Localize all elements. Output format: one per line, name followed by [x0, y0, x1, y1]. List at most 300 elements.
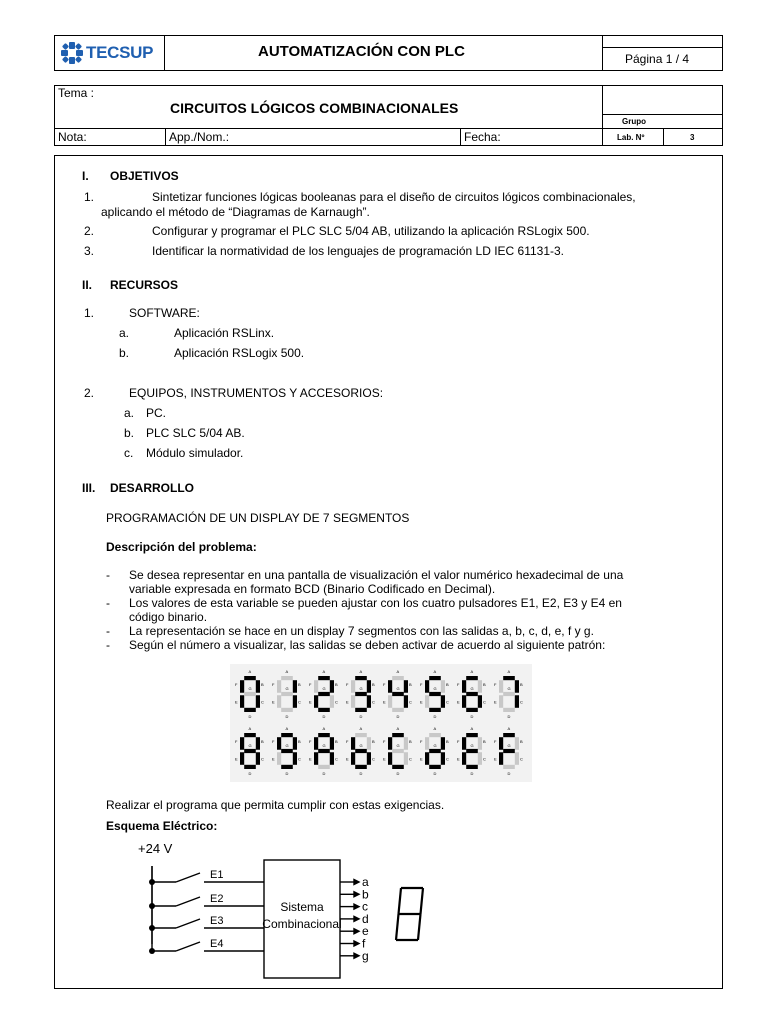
section-number: II. — [82, 278, 93, 292]
segment-f — [314, 680, 318, 693]
segment-b — [256, 680, 260, 693]
logo-text: TECSUP — [86, 43, 154, 62]
segment-tag: B — [372, 739, 375, 745]
segment-tag: E — [420, 699, 423, 705]
box-label-line1: Sistema — [280, 900, 324, 914]
segment-tag: F — [494, 739, 497, 745]
segment-tag: C — [372, 756, 375, 762]
list-number: 3. — [84, 244, 95, 258]
segment-b — [515, 680, 519, 693]
segment-tag: F — [309, 682, 312, 688]
segment-e — [314, 695, 318, 708]
segment-tag: B — [409, 739, 412, 745]
software-heading: SOFTWARE: — [129, 306, 200, 320]
segment-tag: G — [470, 743, 474, 748]
tecsup-logo-icon — [60, 41, 84, 65]
segment-b — [293, 737, 297, 750]
list-number: 1. — [84, 306, 95, 320]
segment-tag: G — [248, 686, 252, 691]
segment-tag: D — [433, 714, 437, 719]
bullet-dash: - — [106, 596, 110, 610]
mini-display-segment — [418, 914, 421, 940]
segment-tag: F — [346, 739, 349, 745]
segment-tag: G — [433, 686, 437, 691]
supply-label: +24 V — [138, 841, 173, 856]
equipos-heading: EQUIPOS, INSTRUMENTOS Y ACCESORIOS: — [129, 386, 384, 400]
segment-tag: E — [309, 699, 312, 705]
segment-tag: A — [396, 726, 400, 731]
segment-c — [404, 695, 408, 708]
segment-b — [367, 680, 371, 693]
segment-tag: E — [309, 756, 312, 762]
segment-tag: C — [335, 699, 338, 705]
bullet-text: código binario. — [129, 610, 208, 624]
segment-d — [466, 765, 478, 769]
segment-tag: E — [235, 699, 238, 705]
segment-tag: F — [383, 682, 386, 688]
bus-node — [149, 903, 155, 909]
tema-title: CIRCUITOS LÓGICOS COMBINACIONALES — [170, 100, 459, 116]
segment-tag: E — [457, 699, 460, 705]
input-label: E3 — [210, 915, 224, 927]
segment-tag: A — [433, 669, 437, 674]
segment-tag: F — [494, 682, 497, 688]
divider — [602, 47, 723, 48]
input-switch-1 — [152, 873, 264, 882]
mini-display-segment — [421, 888, 424, 914]
segment-tag: B — [483, 739, 486, 745]
segment-tag: A — [285, 726, 289, 731]
segment-e — [462, 752, 466, 765]
segment-tag: A — [433, 726, 437, 731]
segment-c — [478, 695, 482, 708]
segment-tag: A — [507, 669, 511, 674]
segment-a — [281, 733, 293, 737]
output-arrow — [354, 929, 359, 934]
segment-a — [392, 676, 404, 680]
segment-tag: F — [457, 739, 460, 745]
segment-tag: G — [322, 743, 326, 748]
segment-d — [355, 708, 367, 712]
segment-a — [392, 733, 404, 737]
segment-tag: D — [359, 714, 363, 719]
segment-d — [429, 708, 441, 712]
segment-c — [404, 752, 408, 765]
list-item: Aplicación RSLogix 500. — [174, 346, 305, 360]
segment-tag: E — [235, 756, 238, 762]
segment-b — [293, 680, 297, 693]
segment-e — [277, 752, 281, 765]
segment-g — [281, 692, 293, 696]
segment-a — [503, 733, 515, 737]
segment-b — [515, 737, 519, 750]
segment-tag: C — [520, 756, 523, 762]
segment-tag: G — [507, 743, 511, 748]
mini-display-segment — [396, 914, 399, 940]
segment-a — [318, 733, 330, 737]
segment-d — [392, 765, 404, 769]
segment-tag: C — [409, 699, 412, 705]
segment-g — [355, 749, 367, 753]
segment-a — [503, 676, 515, 680]
input-switch-2 — [152, 897, 264, 906]
segment-e — [499, 695, 503, 708]
segment-tag: D — [359, 771, 363, 776]
segment-a — [355, 676, 367, 680]
segment-b — [367, 737, 371, 750]
segment-f — [499, 680, 503, 693]
segment-e — [314, 752, 318, 765]
nota-label: Nota: — [58, 130, 87, 144]
segment-tag: B — [520, 739, 523, 745]
section-number: III. — [82, 481, 96, 495]
segment-tag: C — [298, 699, 301, 705]
segment-a — [281, 676, 293, 680]
output-arrow — [354, 904, 359, 909]
output-label: c — [362, 899, 368, 914]
segment-tag: G — [507, 686, 511, 691]
segment-g — [318, 749, 330, 753]
segment-tag: A — [359, 726, 363, 731]
segment-b — [478, 737, 482, 750]
bullet-text: Los valores de esta variable se pueden ajustar con los cuatro pulsadores E1, E2, E3 y E4 en — [129, 596, 622, 610]
bullet-dash: - — [106, 638, 110, 652]
segment-e — [499, 752, 503, 765]
segment-b — [330, 737, 334, 750]
segment-d — [281, 708, 293, 712]
list-item: Aplicación RSLinx. — [174, 326, 275, 340]
section-title: OBJETIVOS — [110, 169, 179, 183]
divider — [460, 128, 461, 146]
list-letter: b. — [119, 346, 130, 360]
segment-c — [441, 752, 445, 765]
segment-d — [503, 708, 515, 712]
segment-tag: B — [298, 739, 301, 745]
segment-tag: D — [470, 771, 474, 776]
list-item-continuation: aplicando el método de “Diagramas de Karnaugh”. — [101, 205, 370, 219]
segment-tag: D — [507, 714, 511, 719]
segment-tag: E — [494, 699, 497, 705]
segment-g — [392, 749, 404, 753]
segment-tag: C — [483, 756, 486, 762]
segment-g — [429, 692, 441, 696]
segment-g — [392, 692, 404, 696]
segment-a — [429, 733, 441, 737]
segment-tag: D — [322, 771, 326, 776]
segment-d — [429, 765, 441, 769]
segment-d — [244, 765, 256, 769]
segment-c — [256, 752, 260, 765]
segment-tag: B — [335, 739, 338, 745]
document-title: AUTOMATIZACIÓN CON PLC — [258, 43, 465, 60]
segment-d — [244, 708, 256, 712]
segment-tag: B — [261, 739, 264, 745]
segment-f — [499, 737, 503, 750]
segment-c — [330, 752, 334, 765]
segment-a — [244, 676, 256, 680]
segment-tag: C — [446, 699, 449, 705]
segment-d — [466, 708, 478, 712]
segment-tag: B — [372, 682, 375, 688]
bullet-text: Se desea representar en una pantalla de visualización el valor numérico hexadecimal de una — [129, 568, 624, 582]
segment-tag: F — [420, 739, 423, 745]
segment-g — [466, 692, 478, 696]
segment-e — [425, 752, 429, 765]
output-label: e — [362, 924, 369, 939]
segment-tag: G — [433, 743, 437, 748]
segment-tag: A — [285, 669, 289, 674]
segment-tag: G — [248, 743, 252, 748]
segment-b — [404, 680, 408, 693]
segment-e — [240, 695, 244, 708]
segment-tag: D — [396, 714, 400, 719]
segment-a — [355, 733, 367, 737]
segment-tag: E — [272, 756, 275, 762]
bus-node — [149, 925, 155, 931]
electrical-diagram — [100, 836, 440, 986]
segment-tag: D — [470, 714, 474, 719]
segment-tag: D — [285, 714, 289, 719]
list-letter: c. — [124, 446, 134, 460]
segment-c — [515, 752, 519, 765]
segment-tag: D — [433, 771, 437, 776]
segment-e — [277, 695, 281, 708]
segment-g — [244, 749, 256, 753]
subsection-title: PROGRAMACIÓN DE UN DISPLAY DE 7 SEGMENTOS — [106, 511, 410, 525]
section-title: RECURSOS — [110, 278, 179, 292]
segment-tag: C — [372, 699, 375, 705]
segment-f — [351, 737, 355, 750]
input-switch-4 — [152, 942, 264, 951]
segment-c — [367, 752, 371, 765]
box-label-line2: Combinacional — [262, 917, 342, 931]
segment-tag: F — [235, 739, 238, 745]
list-number: 1. — [84, 190, 95, 204]
segment-a — [318, 676, 330, 680]
divider — [602, 85, 603, 146]
segment-tag: C — [520, 699, 523, 705]
segment-tag: C — [409, 756, 412, 762]
segment-f — [277, 737, 281, 750]
segment-tag: C — [335, 756, 338, 762]
segment-tag: A — [359, 669, 363, 674]
list-letter: b. — [124, 426, 135, 440]
segment-c — [478, 752, 482, 765]
segment-c — [293, 752, 297, 765]
segment-f — [462, 737, 466, 750]
segment-tag: F — [383, 739, 386, 745]
segment-tag: B — [298, 682, 301, 688]
grupo-label: Grupo — [622, 117, 646, 126]
divider — [165, 128, 166, 146]
segment-e — [425, 695, 429, 708]
segment-tag: C — [446, 756, 449, 762]
segment-tag: A — [322, 669, 326, 674]
app-nom-label: App./Nom.: — [169, 130, 230, 144]
segment-e — [351, 695, 355, 708]
segment-tag: B — [446, 739, 449, 745]
segment-a — [466, 676, 478, 680]
output-arrow — [354, 941, 359, 946]
segment-e — [351, 752, 355, 765]
bullet-text: La representación se hace en un display 7 segmentos con las salidas a, b, c, d, e, f y g. — [129, 624, 594, 638]
section-title: DESARROLLO — [110, 481, 194, 495]
segment-b — [441, 680, 445, 693]
segment-tag: G — [396, 743, 400, 748]
divider — [663, 128, 664, 146]
segment-tag: E — [494, 756, 497, 762]
segment-c — [441, 695, 445, 708]
segment-tag: C — [298, 756, 301, 762]
pattern-background — [230, 664, 532, 782]
segment-g — [429, 749, 441, 753]
segment-f — [351, 680, 355, 693]
segment-tag: D — [285, 771, 289, 776]
segment-d — [392, 708, 404, 712]
segment-tag: F — [346, 682, 349, 688]
segment-g — [466, 749, 478, 753]
segment-tag: A — [507, 726, 511, 731]
segment-d — [503, 765, 515, 769]
segment-tag: G — [322, 686, 326, 691]
segment-b — [404, 737, 408, 750]
bullet-dash: - — [106, 568, 110, 582]
input-label: E1 — [210, 869, 224, 881]
list-item: Identificar la normatividad de los lenguajes de programación LD IEC 61131-3. — [152, 244, 565, 258]
segment-tag: C — [483, 699, 486, 705]
segment-b — [478, 680, 482, 693]
segment-tag: E — [272, 699, 275, 705]
segment-g — [318, 692, 330, 696]
lab-value: 3 — [690, 133, 695, 142]
segment-c — [256, 695, 260, 708]
output-label: f — [362, 936, 366, 951]
input-label: E4 — [210, 938, 224, 950]
segment-tag: F — [309, 739, 312, 745]
segment-tag: G — [470, 686, 474, 691]
list-item: PC. — [146, 406, 167, 420]
problem-title: Descripción del problema: — [106, 540, 257, 554]
segment-e — [240, 752, 244, 765]
segment-f — [388, 737, 392, 750]
segment-tag: A — [470, 726, 474, 731]
output-arrow — [354, 880, 359, 885]
segment-d — [281, 765, 293, 769]
segment-f — [425, 680, 429, 693]
segment-tag: A — [396, 669, 400, 674]
segment-tag: D — [322, 714, 326, 719]
mini-display-segment — [399, 888, 402, 914]
segment-tag: D — [507, 771, 511, 776]
segment-tag: G — [285, 686, 289, 691]
segment-tag: B — [409, 682, 412, 688]
segment-f — [462, 680, 466, 693]
segment-e — [388, 752, 392, 765]
divider — [602, 35, 603, 71]
segment-tag: E — [383, 756, 386, 762]
segment-b — [256, 737, 260, 750]
segment-tag: B — [520, 682, 523, 688]
output-arrow — [354, 916, 359, 921]
list-item: Configurar y programar el PLC SLC 5/04 AB, utilizando la aplicación RSLogix 500. — [152, 224, 590, 238]
list-item: Sintetizar funciones lógicas booleanas para el diseño de circuitos lógicos combinacionales, — [152, 190, 636, 204]
divider — [54, 128, 723, 129]
bullet-text: Según el número a visualizar, las salidas se deben activar de acuerdo al siguiente patrón: — [129, 638, 606, 652]
segment-a — [244, 733, 256, 737]
segment-tag: G — [285, 743, 289, 748]
segment-tag: E — [457, 756, 460, 762]
segment-tag: B — [335, 682, 338, 688]
segment-tag: A — [248, 669, 252, 674]
segment-f — [240, 737, 244, 750]
segment-g — [281, 749, 293, 753]
segment-f — [425, 737, 429, 750]
segment-tag: D — [396, 771, 400, 776]
segment-tag: C — [261, 699, 264, 705]
divider — [602, 114, 723, 115]
output-label: g — [362, 948, 369, 963]
output-arrow — [354, 892, 359, 897]
segment-tag: F — [235, 682, 238, 688]
segment-tag: A — [470, 669, 474, 674]
schema-title: Esquema Eléctrico: — [106, 819, 218, 833]
list-number: 2. — [84, 224, 95, 238]
segment-f — [388, 680, 392, 693]
segment-d — [355, 765, 367, 769]
closing-text: Realizar el programa que permita cumplir con estas exigencias. — [106, 798, 445, 812]
output-label: b — [362, 887, 369, 902]
divider — [164, 35, 165, 71]
segment-tag: E — [420, 756, 423, 762]
segment-tag: D — [248, 714, 252, 719]
segment-tag: B — [483, 682, 486, 688]
segment-tag: B — [261, 682, 264, 688]
segment-g — [503, 692, 515, 696]
segment-c — [367, 695, 371, 708]
segment-g — [355, 692, 367, 696]
seven-segment-pattern — [230, 664, 532, 782]
segment-e — [462, 695, 466, 708]
bus-node — [149, 948, 155, 954]
segment-a — [429, 676, 441, 680]
lab-label: Lab. Nº — [617, 133, 645, 142]
bullet-text: variable expresada en formato BCD (Binario Codificado en Decimal). — [129, 582, 496, 596]
input-switch-3 — [152, 919, 264, 928]
tema-label: Tema : — [58, 86, 95, 100]
list-letter: a. — [124, 406, 135, 420]
segment-tag: F — [272, 739, 275, 745]
output-arrow — [354, 953, 359, 958]
segment-d — [318, 765, 330, 769]
segment-tag: A — [322, 726, 326, 731]
output-label: d — [362, 911, 369, 926]
list-item: Módulo simulador. — [146, 446, 244, 460]
segment-g — [244, 692, 256, 696]
segment-c — [293, 695, 297, 708]
segment-tag: B — [446, 682, 449, 688]
bus-node — [149, 879, 155, 885]
segment-d — [318, 708, 330, 712]
segment-tag: A — [248, 726, 252, 731]
segment-tag: G — [396, 686, 400, 691]
segment-tag: G — [359, 743, 363, 748]
list-item: PLC SLC 5/04 AB. — [146, 426, 245, 440]
segment-b — [441, 737, 445, 750]
segment-tag: C — [261, 756, 264, 762]
page-number: Página 1 / 4 — [625, 52, 690, 66]
segment-g — [503, 749, 515, 753]
tecsup-logo — [60, 40, 160, 66]
